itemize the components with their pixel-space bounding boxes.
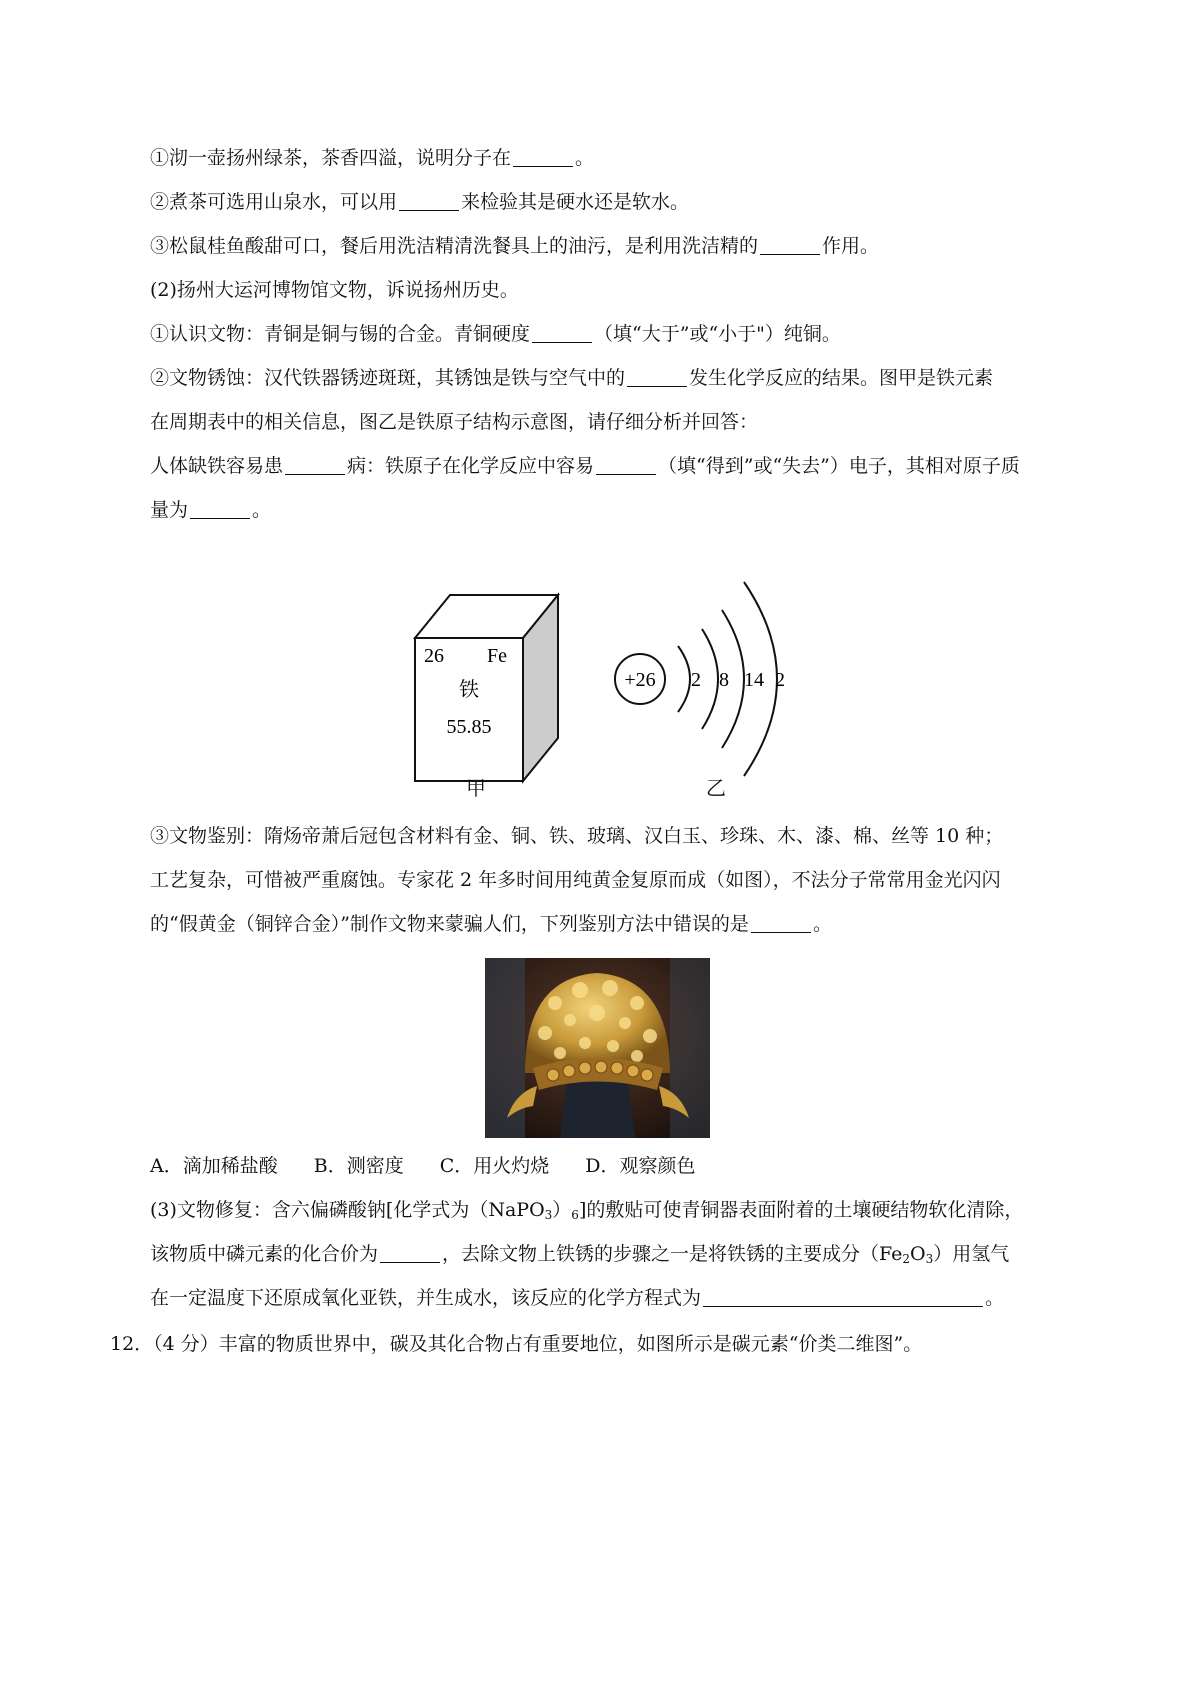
- q-line-15: [150, 1240, 1009, 1273]
- answer-blank[interactable]: [596, 454, 656, 475]
- option-d[interactable]: D．观察颜色: [585, 1155, 696, 1177]
- q-text: O: [910, 1243, 926, 1265]
- q-text: 。: [575, 147, 595, 169]
- answer-blank[interactable]: [627, 366, 687, 387]
- answer-blank[interactable]: [751, 912, 811, 933]
- q-line-14: [150, 1196, 1023, 1229]
- crown-photo: [485, 958, 710, 1138]
- answer-blank[interactable]: [399, 190, 459, 211]
- q-line-7: [150, 408, 758, 436]
- q-line-1: [150, 144, 594, 172]
- q-line-8: [150, 452, 1020, 480]
- options-line: [150, 1152, 731, 1180]
- element-symbol: Fe: [487, 645, 507, 667]
- option-b[interactable]: B．测密度: [313, 1155, 404, 1177]
- shell-count-2: 8: [719, 669, 729, 691]
- q-text: (2)扬州大运河博物馆文物，诉说扬州历史。: [150, 279, 519, 301]
- answer-blank[interactable]: [190, 498, 250, 519]
- shell-count-1: 2: [691, 669, 701, 691]
- q-text: ）用氢气: [933, 1243, 1010, 1265]
- subscript: 6: [571, 1208, 579, 1222]
- shell-arc-1: [678, 646, 690, 712]
- q-text: 。: [252, 499, 272, 521]
- q-line-17: [110, 1330, 922, 1358]
- q-text: ③松鼠桂鱼酸甜可口，餐后用洗洁精清洗餐具上的油污，是利用洗洁精的: [150, 235, 759, 257]
- q-line-6: [150, 364, 993, 392]
- q-text: ]的敷贴可使青铜器表面附着的土壤硬结物软化清除，: [578, 1199, 1024, 1221]
- q-text: ②煮茶可选用山泉水，可以用: [150, 191, 398, 213]
- option-a[interactable]: A．滴加稀盐酸: [150, 1155, 278, 1177]
- q-text: 在一定温度下还原成氧化亚铁，并生成水，该反应的化学方程式为: [150, 1287, 702, 1309]
- q-line-10: [150, 822, 1003, 850]
- q-text: 作用。: [822, 235, 880, 257]
- atomic-mass: 55.85: [446, 716, 492, 738]
- q-text: 12．（4 分）丰富的物质世界中，碳及其化合物占有重要地位，如图所示是碳元素“价类二维图”。: [110, 1333, 923, 1355]
- answer-blank[interactable]: [380, 1242, 440, 1263]
- q-text: ，去除文物上铁锈的步骤之一是将铁锈的主要成分（Fe: [442, 1243, 903, 1265]
- q-line-5: [150, 320, 841, 348]
- shell-arc-2: [702, 629, 718, 729]
- photo-left-wall: [485, 958, 525, 1138]
- nucleus-charge: +26: [624, 669, 656, 691]
- q-text: 在周期表中的相关信息，图乙是铁原子结构示意图，请仔细分析并回答：: [150, 411, 759, 433]
- atomic-number: 26: [424, 645, 444, 667]
- iron-figure: [400, 575, 800, 805]
- shell-count-3: 14: [744, 669, 764, 691]
- q-line-12: [150, 910, 832, 938]
- q-line-16: [150, 1284, 1004, 1312]
- q-line-3: [150, 232, 879, 260]
- q-text: 病：铁原子在化学反应中容易: [347, 455, 595, 477]
- q-text: ①认识文物：青铜是铜与锡的合金。青铜硬度: [150, 323, 531, 345]
- answer-blank[interactable]: [513, 146, 573, 167]
- answer-blank[interactable]: [285, 454, 345, 475]
- subscript: 3: [544, 1208, 553, 1222]
- q-text: ）: [552, 1199, 572, 1221]
- subscript: 2: [902, 1252, 911, 1266]
- option-c[interactable]: C．用火灼烧: [439, 1155, 550, 1177]
- q-text: 的“假黄金（铜锌合金）”制作文物来蒙骗人们，下列鉴别方法中错误的是: [150, 913, 749, 935]
- q-line-9: [150, 496, 271, 524]
- element-card: [415, 595, 558, 781]
- q-text: ①沏一壶扬州绿茶，茶香四溢，说明分子在: [150, 147, 512, 169]
- q-text: 。: [985, 1287, 1005, 1309]
- figure-label-yi: 乙: [706, 776, 726, 800]
- q-line-2: [150, 188, 689, 216]
- q-text: （填“大于”或“小于"）纯铜。: [594, 323, 841, 345]
- q-text: 量为: [150, 499, 189, 521]
- q-text: 人体缺铁容易患: [150, 455, 284, 477]
- q-text: 发生化学反应的结果。图甲是铁元素: [689, 367, 994, 389]
- element-name: 铁: [459, 677, 479, 701]
- subscript: 3: [925, 1252, 934, 1266]
- q-line-11: [150, 866, 1001, 894]
- answer-blank[interactable]: [532, 322, 592, 343]
- shell-count-4: 2: [775, 669, 785, 691]
- q-text: ②文物锈蚀：汉代铁器锈迹斑斑，其锈蚀是铁与空气中的: [150, 367, 626, 389]
- q-text: 该物质中磷元素的化合价为: [150, 1243, 379, 1265]
- q-text: ③文物鉴别：隋炀帝萧后冠包含材料有金、铜、铁、玻璃、汉白玉、珍珠、木、漆、棉、丝等 10 种；: [150, 825, 1004, 847]
- q-text: 工艺复杂，可惜被严重腐蚀。专家花 2 年多时间用纯黄金复原而成（如图），不法分子常常用金光闪闪: [150, 869, 1001, 891]
- q-text: （填“得到”或“失去”）电子，其相对原子质: [658, 455, 1020, 477]
- q-line-4: [150, 276, 519, 304]
- atom-structure: [615, 582, 785, 776]
- photo-right-wall: [670, 958, 710, 1138]
- q-text: 。: [812, 913, 832, 935]
- figure-label-jia: 甲: [466, 776, 486, 800]
- q-text: (3)文物修复：含六偏磷酸钠[化学式为（NaPO: [150, 1199, 545, 1221]
- q-text: 来检验其是硬水还是软水。: [461, 191, 690, 213]
- answer-blank-equation[interactable]: [703, 1286, 983, 1307]
- answer-blank[interactable]: [760, 234, 820, 255]
